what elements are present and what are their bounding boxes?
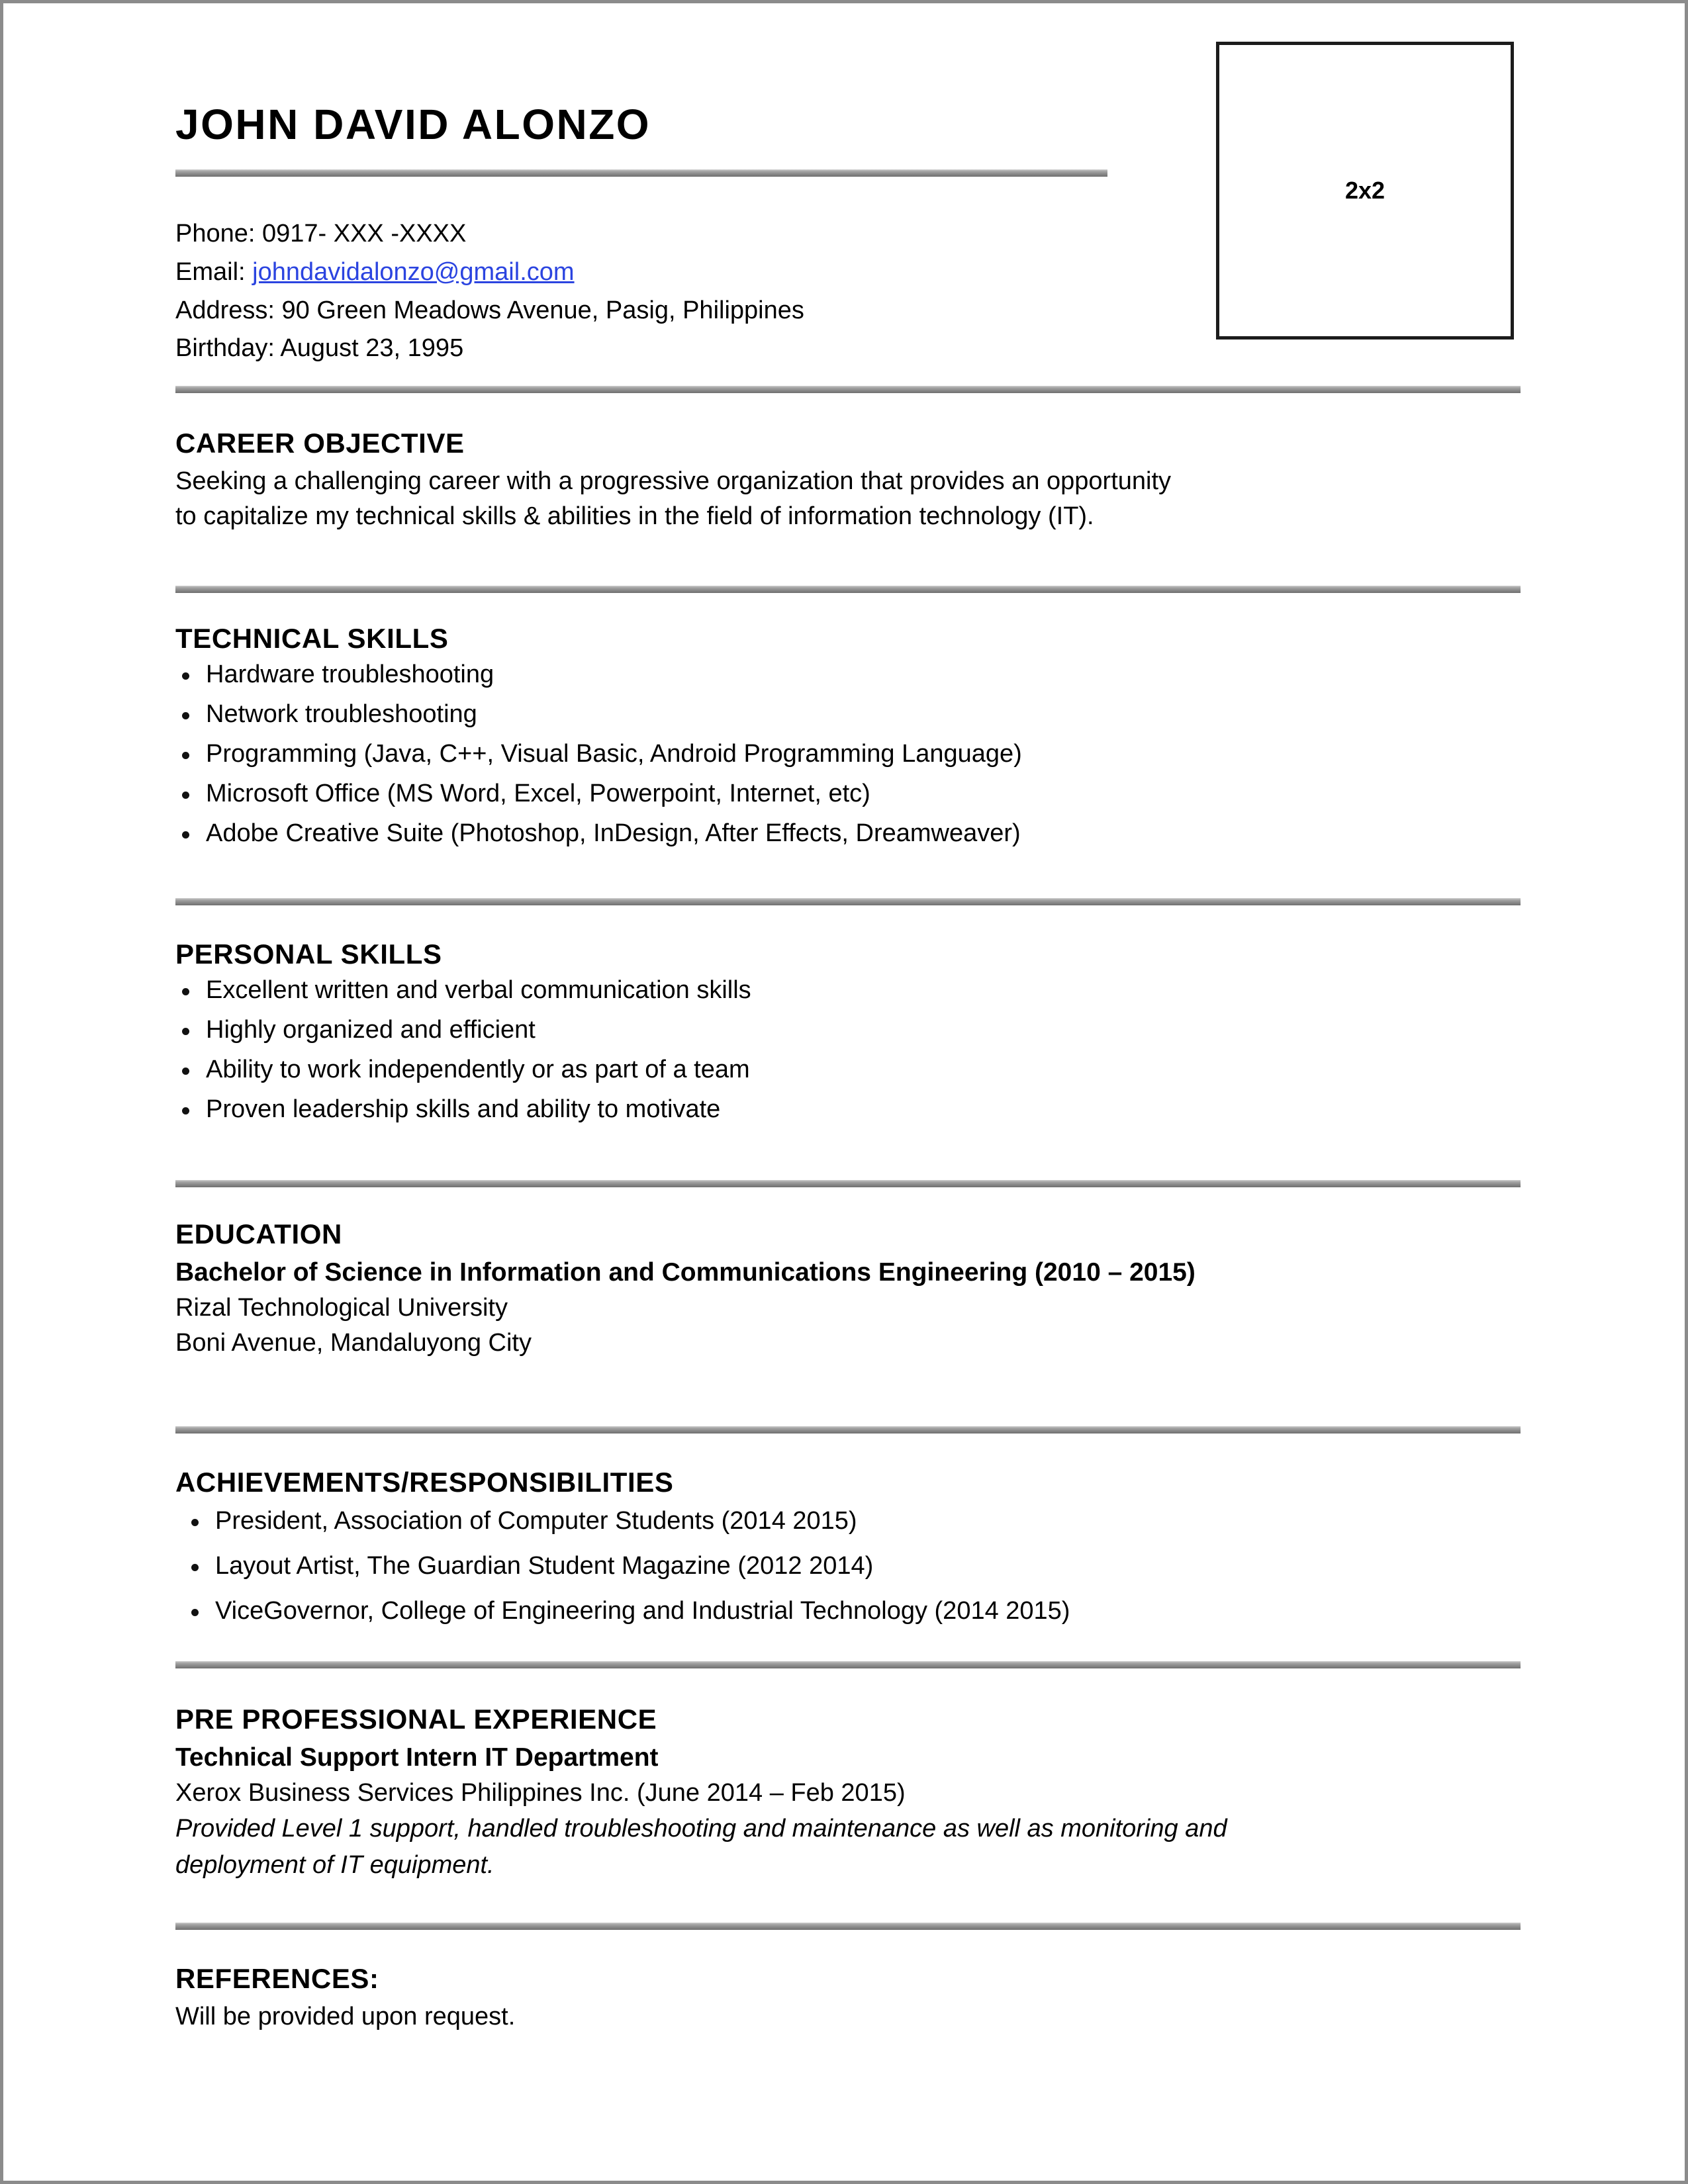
divider-personal-skills (175, 898, 1521, 905)
photo-placeholder-label: 2x2 (1344, 177, 1385, 204)
header-divider (175, 169, 1107, 177)
divider-experience (175, 1661, 1521, 1668)
email-link[interactable]: johndavidalonzo@gmail.com (252, 257, 575, 286)
section-experience (175, 1703, 1521, 1884)
references-title: REFERENCES: (175, 1963, 379, 1994)
divider-achievements (175, 1426, 1521, 1433)
candidate-name: JOHN DAVID ALONZO (175, 101, 651, 148)
education-school: Rizal Technological University (175, 1294, 508, 1322)
contact-info-block (175, 215, 804, 368)
experience-role: Technical Support Intern IT Department (175, 1743, 659, 1772)
contact-email (175, 253, 804, 292)
list-item: Layout Artist, The Guardian Student Magazine (2012 2014) (175, 1553, 1521, 1578)
section-personal-skills (175, 938, 1521, 1122)
education-degree: Bachelor of Science in Information and Communications Engineering (2010 – 2015) (175, 1257, 1196, 1287)
photo-placeholder-box (1216, 42, 1514, 340)
experience-description-line-2: deployment of IT equipment. (175, 1851, 494, 1880)
section-technical-skills (175, 622, 1521, 846)
section-achievements (175, 1466, 1521, 1623)
education-title: EDUCATION (175, 1218, 342, 1250)
list-item: Proven leadership skills and ability to motivate (175, 1097, 1521, 1122)
contact-birthday: Birthday: August 23, 1995 (175, 334, 464, 363)
career-objective-title: CAREER OBJECTIVE (175, 428, 465, 459)
list-item: Highly organized and efficient (175, 1017, 1521, 1042)
divider-career-objective (175, 386, 1521, 393)
resume-header (175, 103, 1109, 177)
divider-technical-skills (175, 586, 1521, 593)
technical-skills-title: TECHNICAL SKILLS (175, 623, 449, 654)
references-text: Will be provided upon request. (175, 2002, 516, 2030)
list-item: Hardware troubleshooting (175, 662, 1521, 687)
technical-skills-list (175, 662, 1521, 846)
list-item: Adobe Creative Suite (Photoshop, InDesign, After Effects, Dreamweaver) (175, 821, 1521, 846)
education-school-address: Boni Avenue, Mandaluyong City (175, 1329, 532, 1357)
career-objective-line-1: Seeking a challenging career with a progressive organization that provides an opportunity (175, 467, 1172, 495)
section-education (175, 1218, 1521, 1361)
divider-education (175, 1180, 1521, 1187)
achievements-title: ACHIEVEMENTS/RESPONSIBILITIES (175, 1467, 674, 1498)
personal-skills-title: PERSONAL SKILLS (175, 938, 442, 970)
career-objective-line-2: to capitalize my technical skills & abilities in the field of information technology (IT). (175, 502, 1094, 530)
list-item: ViceGovernor, College of Engineering and Industrial Technology (2014 2015) (175, 1598, 1521, 1623)
experience-company: Xerox Business Services Philippines Inc. (June 2014 – Feb 2015) (175, 1779, 906, 1807)
achievements-list (175, 1508, 1521, 1623)
list-item: President, Association of Computer Students (2014 2015) (175, 1508, 1521, 1533)
personal-skills-list (175, 978, 1521, 1122)
contact-email-label: Email: (175, 257, 253, 286)
divider-references (175, 1923, 1521, 1930)
list-item: Network troubleshooting (175, 702, 1521, 727)
contact-address: Address: 90 Green Meadows Avenue, Pasig, Philippines (175, 296, 804, 324)
section-references (175, 1962, 1521, 2034)
section-career-objective (175, 427, 1521, 534)
list-item: Microsoft Office (MS Word, Excel, Powerpoint, Internet, etc) (175, 781, 1521, 806)
list-item: Ability to work independently or as part of a team (175, 1057, 1521, 1082)
list-item: Excellent written and verbal communication skills (175, 978, 1521, 1003)
page-content (3, 3, 1685, 2181)
list-item: Programming (Java, C++, Visual Basic, Android Programming Language) (175, 741, 1521, 766)
experience-description-line-1: Provided Level 1 support, handled troubleshooting and maintenance as well as monitoring and (175, 1815, 1227, 1843)
contact-phone: Phone: 0917- XXX -XXXX (175, 220, 467, 248)
experience-title: PRE PROFESSIONAL EXPERIENCE (175, 1704, 657, 1735)
